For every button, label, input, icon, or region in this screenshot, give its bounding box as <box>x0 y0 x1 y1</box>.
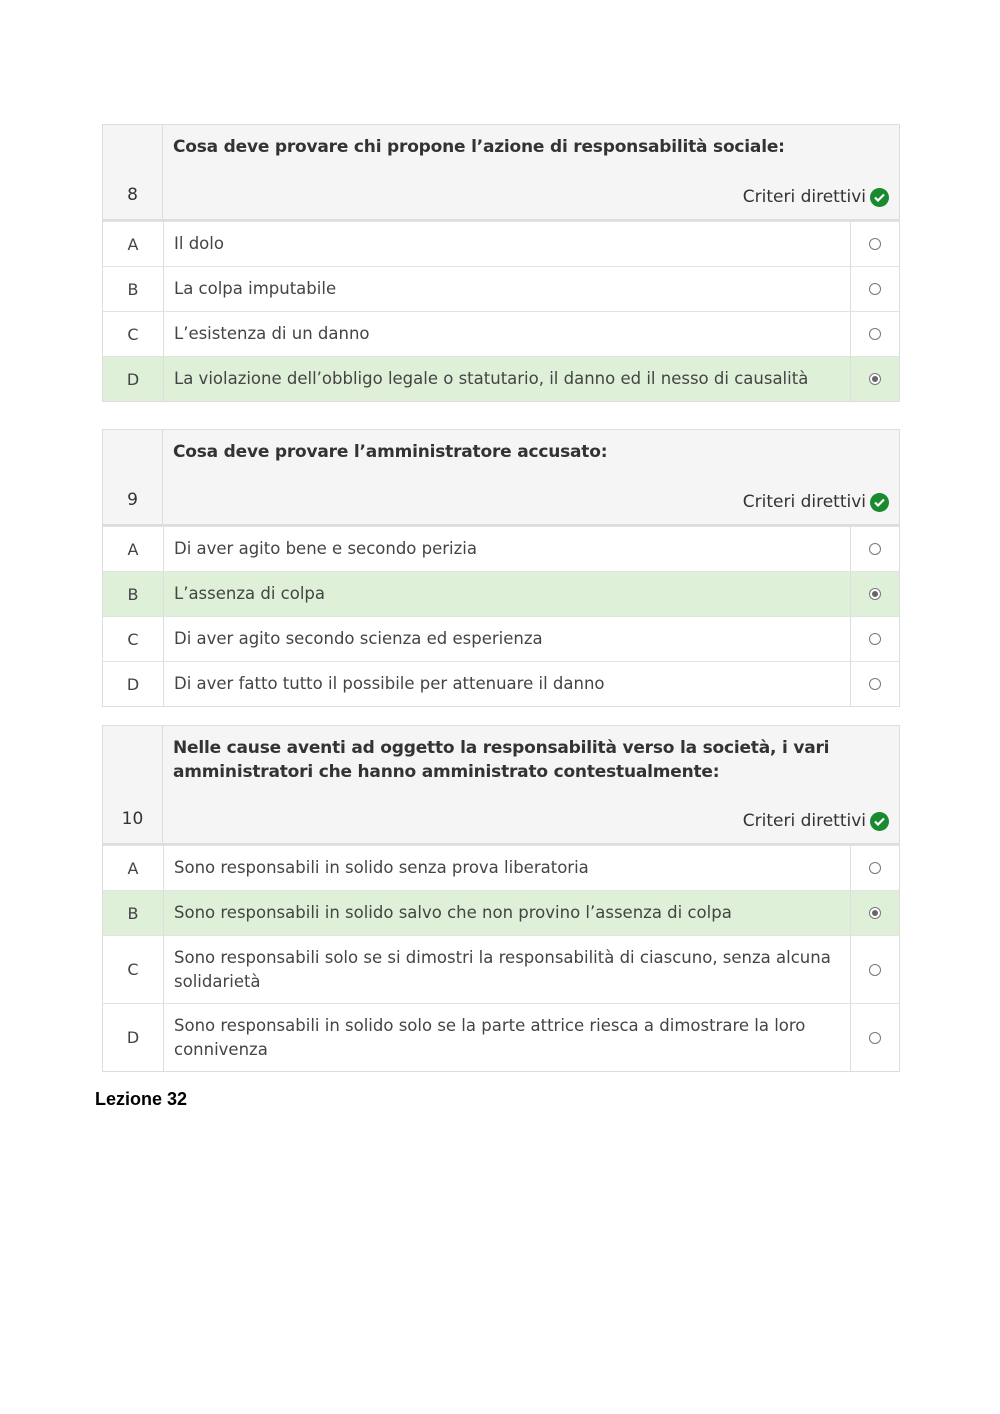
answer-radio[interactable] <box>869 238 881 250</box>
answer-row-b[interactable] <box>103 266 899 311</box>
question-text: Cosa deve provare l’amministratore accusato: <box>173 442 608 462</box>
answer-text: Sono responsabili in solido senza prova liberatoria <box>164 846 851 890</box>
answer-letter: D <box>103 1004 164 1071</box>
question-card-10 <box>102 725 900 1072</box>
answer-row-c[interactable] <box>103 616 899 661</box>
answer-row-d[interactable] <box>103 356 899 401</box>
answer-text: L’esistenza di un danno <box>164 312 851 356</box>
answer-text: Sono responsabili solo se si dimostri la responsabilità di ciascuno, senza alcuna solidarietà <box>164 936 851 1003</box>
answer-radio-selected[interactable] <box>869 907 881 919</box>
answer-row-c[interactable] <box>103 935 899 1003</box>
answer-row-a[interactable] <box>103 526 899 571</box>
criteria-label: Criteri direttivi <box>742 187 866 207</box>
answer-letter: B <box>103 267 164 311</box>
answer-text: La violazione dell’obbligo legale o statutario, il danno ed il nesso di causalità <box>164 357 851 401</box>
answer-radio[interactable] <box>869 633 881 645</box>
question-header <box>103 430 899 526</box>
answer-row-b[interactable] <box>103 890 899 935</box>
answer-text: Di aver agito secondo scienza ed esperienza <box>164 617 851 661</box>
section-heading: Lezione 32 <box>95 1089 188 1109</box>
answer-row-c[interactable] <box>103 311 899 356</box>
answer-text: Di aver agito bene e secondo perizia <box>164 527 851 571</box>
answer-radio[interactable] <box>869 862 881 874</box>
answer-letter: B <box>103 891 164 935</box>
answer-radio[interactable] <box>869 964 881 976</box>
question-header <box>103 726 899 845</box>
answer-radio-selected[interactable] <box>869 588 881 600</box>
answer-row-a[interactable] <box>103 221 899 266</box>
question-number: 10 <box>103 726 163 843</box>
answer-letter: C <box>103 312 164 356</box>
answer-radio[interactable] <box>869 543 881 555</box>
check-circle-icon <box>870 812 889 831</box>
answer-row-a[interactable] <box>103 845 899 890</box>
answer-letter: A <box>103 222 164 266</box>
answer-radio[interactable] <box>869 283 881 295</box>
criteria-label: Criteri direttivi <box>742 811 866 831</box>
answer-radio[interactable] <box>869 328 881 340</box>
answer-row-d[interactable] <box>103 1003 899 1071</box>
answer-letter: D <box>103 662 164 706</box>
answer-radio-selected[interactable] <box>869 373 881 385</box>
answer-row-d[interactable] <box>103 661 899 706</box>
answer-letter: A <box>103 527 164 571</box>
answer-letter: A <box>103 846 164 890</box>
question-header <box>103 125 899 221</box>
answer-text: Il dolo <box>164 222 851 266</box>
answer-letter: C <box>103 617 164 661</box>
answer-letter: D <box>103 357 164 401</box>
question-number: 9 <box>103 430 163 524</box>
question-text: Nelle cause aventi ad oggetto la responsabilità verso la società, i vari amministratori che hanno amministrato contestualmente: <box>173 738 830 782</box>
answer-radio[interactable] <box>869 1032 881 1044</box>
check-circle-icon <box>870 188 889 207</box>
criteria-label: Criteri direttivi <box>742 492 866 512</box>
question-number: 8 <box>103 125 163 219</box>
answer-text: La colpa imputabile <box>164 267 851 311</box>
answer-text: L’assenza di colpa <box>164 572 851 616</box>
question-card-8 <box>102 124 900 402</box>
question-text: Cosa deve provare chi propone l’azione di responsabilità sociale: <box>173 137 785 157</box>
answer-row-b[interactable] <box>103 571 899 616</box>
answer-radio[interactable] <box>869 678 881 690</box>
answer-text: Sono responsabili in solido salvo che non provino l’assenza di colpa <box>164 891 851 935</box>
answer-text: Di aver fatto tutto il possibile per attenuare il danno <box>164 662 851 706</box>
answer-letter: B <box>103 572 164 616</box>
check-circle-icon <box>870 493 889 512</box>
answer-text: Sono responsabili in solido solo se la parte attrice riesca a dimostrare la loro connivenza <box>164 1004 851 1071</box>
question-card-9 <box>102 429 900 707</box>
answer-letter: C <box>103 936 164 1003</box>
